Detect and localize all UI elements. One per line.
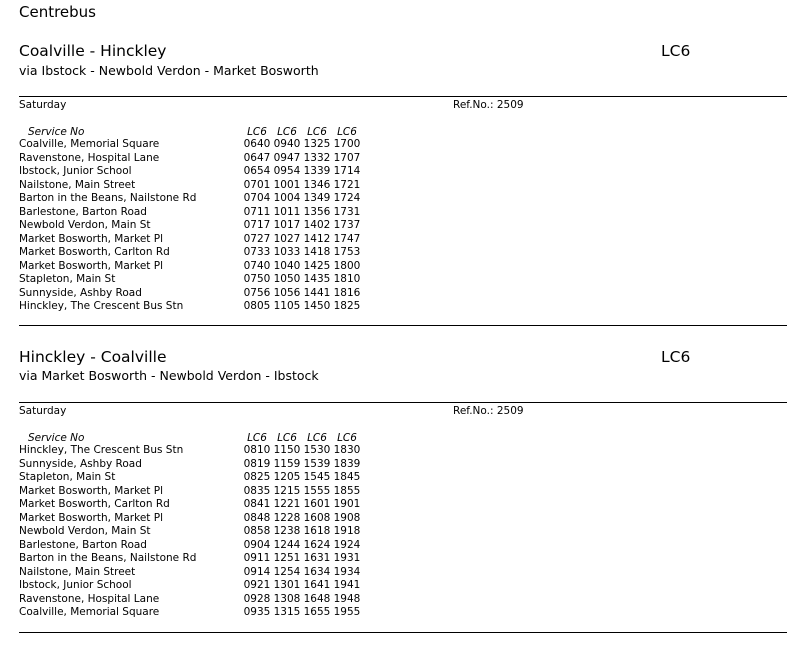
stop-name: Barlestone, Barton Road (19, 205, 147, 218)
service-number-label: Service No (28, 432, 85, 444)
departure-time: 0701 (243, 178, 271, 191)
departure-time: 0841 (243, 498, 271, 510)
stop-name: Stapleton, Main St (19, 471, 116, 483)
operator-name: Centrebus (19, 3, 96, 21)
departure-time: 0717 (243, 219, 271, 231)
stop-name: Barton in the Beans, Nailstone Rd (19, 192, 197, 204)
departure-time: 1655 (303, 606, 331, 618)
departure-time: 1238 (273, 525, 301, 537)
departure-time: 0904 (243, 538, 271, 551)
stop-name: Market Bosworth, Carlton Rd (19, 246, 170, 258)
day-label: Saturday (19, 99, 67, 111)
departure-time: 1228 (273, 511, 301, 524)
departure-time: 0914 (243, 565, 271, 578)
departure-time: 1941 (333, 579, 361, 591)
departure-time: 1934 (333, 565, 361, 578)
departure-time: 1308 (273, 592, 301, 605)
route-code: LC6 (661, 348, 691, 366)
stop-name: Barton in the Beans, Nailstone Rd (19, 552, 197, 564)
departure-time: 1648 (303, 592, 331, 605)
departure-time: 1346 (303, 178, 331, 191)
departure-time: 1251 (273, 552, 301, 564)
service-number-label: Service No (28, 126, 85, 138)
route-via: via Ibstock - Newbold Verdon - Market Bosworth (19, 63, 319, 78)
departure-time: 1539 (303, 457, 331, 470)
departure-time: 1641 (303, 579, 331, 591)
departure-time: 1017 (273, 219, 301, 231)
stop-name: Ravenstone, Hospital Lane (19, 592, 160, 605)
reference-number (453, 405, 524, 417)
departure-time: 1618 (303, 525, 331, 537)
departure-time: 1301 (273, 579, 301, 591)
departure-time: 1349 (303, 192, 331, 204)
departure-time: 0954 (273, 165, 301, 177)
stop-name: Stapleton, Main St (19, 273, 116, 285)
departure-time: 1839 (333, 457, 361, 470)
departure-time: 1315 (273, 606, 301, 618)
departure-time: 1810 (333, 273, 361, 285)
stop-name: Market Bosworth, Market Pl (19, 511, 163, 524)
stop-name: Coalville, Memorial Square (19, 138, 160, 150)
departure-time: 1707 (333, 151, 361, 164)
stop-name: Ibstock, Junior School (19, 579, 132, 591)
service-column-header: LC6 (247, 432, 267, 444)
departure-time: 1254 (273, 565, 301, 578)
ref-label: Ref.No.: (453, 405, 494, 417)
departure-time: 1724 (333, 192, 361, 204)
stop-name: Newbold Verdon, Main St (19, 525, 151, 537)
divider (19, 96, 787, 97)
departure-time: 1753 (333, 246, 361, 258)
departure-time: 1901 (333, 498, 361, 510)
departure-time: 1800 (333, 259, 361, 272)
departure-time: 1050 (273, 273, 301, 285)
departure-time: 1004 (273, 192, 301, 204)
departure-time: 1150 (273, 444, 301, 456)
divider (19, 402, 787, 403)
reference-number (453, 99, 524, 111)
ref-value: 2509 (496, 405, 524, 417)
departure-time: 1825 (333, 300, 361, 312)
route-via: via Market Bosworth - Newbold Verdon - Ibstock (19, 368, 319, 383)
departure-time: 1924 (333, 538, 361, 551)
ref-label: Ref.No.: (453, 99, 494, 111)
departure-time: 1948 (333, 592, 361, 605)
stop-name: Market Bosworth, Market Pl (19, 259, 163, 272)
departure-time: 1441 (303, 286, 331, 299)
departure-time: 1601 (303, 498, 331, 510)
departure-time: 1435 (303, 273, 331, 285)
departure-time: 1001 (273, 178, 301, 191)
departure-time: 1332 (303, 151, 331, 164)
day-label: Saturday (19, 405, 67, 417)
departure-time: 1205 (273, 471, 301, 483)
departure-time: 1714 (333, 165, 361, 177)
departure-time: 1027 (273, 232, 301, 245)
stop-name: Hinckley, The Crescent Bus Stn (19, 444, 184, 456)
stop-name: Newbold Verdon, Main St (19, 219, 151, 231)
divider (19, 632, 787, 633)
departure-time: 1700 (333, 138, 361, 150)
departure-time: 0835 (243, 484, 271, 497)
service-column-header: LC6 (247, 126, 267, 138)
departure-time: 0647 (243, 151, 271, 164)
departure-time: 1221 (273, 498, 301, 510)
departure-time: 0750 (243, 273, 271, 285)
departure-time: 1631 (303, 552, 331, 564)
departure-time: 1608 (303, 511, 331, 524)
departure-time: 0940 (273, 138, 301, 150)
departure-time: 1244 (273, 538, 301, 551)
departure-time: 1731 (333, 205, 361, 218)
departure-time: 1412 (303, 232, 331, 245)
departure-time: 1033 (273, 246, 301, 258)
stop-name: Sunnyside, Ashby Road (19, 286, 142, 299)
departure-time: 0640 (243, 138, 271, 150)
route-title: Hinckley - Coalville (19, 348, 167, 366)
departure-time: 0928 (243, 592, 271, 605)
departure-time: 1721 (333, 178, 361, 191)
departure-time: 1402 (303, 219, 331, 231)
departure-time: 1555 (303, 484, 331, 497)
departure-time: 1816 (333, 286, 361, 299)
stop-name: Barlestone, Barton Road (19, 538, 147, 551)
departure-time: 1418 (303, 246, 331, 258)
departure-time: 0704 (243, 192, 271, 204)
departure-time: 0858 (243, 525, 271, 537)
departure-time: 0654 (243, 165, 271, 177)
stop-name: Nailstone, Main Street (19, 178, 136, 191)
departure-time: 1955 (333, 606, 361, 618)
departure-time: 1545 (303, 471, 331, 483)
departure-time: 1011 (273, 205, 301, 218)
departure-time: 0727 (243, 232, 271, 245)
departure-time: 1931 (333, 552, 361, 564)
divider (19, 325, 787, 326)
departure-time: 1040 (273, 259, 301, 272)
departure-time: 0805 (243, 300, 271, 312)
departure-time: 0711 (243, 205, 271, 218)
departure-time: 0825 (243, 471, 271, 483)
departure-time: 0733 (243, 246, 271, 258)
stop-name: Market Bosworth, Carlton Rd (19, 498, 170, 510)
service-column-header: LC6 (337, 126, 357, 138)
departure-time: 1215 (273, 484, 301, 497)
stop-name: Nailstone, Main Street (19, 565, 136, 578)
departure-time: 1845 (333, 471, 361, 483)
departure-time: 0819 (243, 457, 271, 470)
departure-time: 1325 (303, 138, 331, 150)
stop-name: Ibstock, Junior School (19, 165, 132, 177)
departure-time: 1747 (333, 232, 361, 245)
service-column-header: LC6 (277, 432, 297, 444)
stop-name: Sunnyside, Ashby Road (19, 457, 142, 470)
departure-time: 1624 (303, 538, 331, 551)
service-column-header: LC6 (337, 432, 357, 444)
route-code: LC6 (661, 42, 691, 60)
ref-value: 2509 (496, 99, 524, 111)
departure-time: 1056 (273, 286, 301, 299)
departure-time: 0848 (243, 511, 271, 524)
departure-time: 0935 (243, 606, 271, 618)
departure-time: 1159 (273, 457, 301, 470)
departure-time: 1530 (303, 444, 331, 456)
departure-time: 1339 (303, 165, 331, 177)
departure-time: 1634 (303, 565, 331, 578)
stop-name: Coalville, Memorial Square (19, 606, 160, 618)
departure-time: 0756 (243, 286, 271, 299)
stop-name: Ravenstone, Hospital Lane (19, 151, 160, 164)
departure-time: 1855 (333, 484, 361, 497)
stop-name: Market Bosworth, Market Pl (19, 484, 163, 497)
route-title: Coalville - Hinckley (19, 42, 167, 60)
departure-time: 0810 (243, 444, 271, 456)
departure-time: 0740 (243, 259, 271, 272)
stop-name: Hinckley, The Crescent Bus Stn (19, 300, 184, 312)
service-column-header: LC6 (307, 126, 327, 138)
service-column-header: LC6 (307, 432, 327, 444)
departure-time: 1450 (303, 300, 331, 312)
departure-time: 0947 (273, 151, 301, 164)
departure-time: 1356 (303, 205, 331, 218)
departure-time: 0911 (243, 552, 271, 564)
service-column-header: LC6 (277, 126, 297, 138)
departure-time: 1737 (333, 219, 361, 231)
departure-time: 0921 (243, 579, 271, 591)
departure-time: 1908 (333, 511, 361, 524)
departure-time: 1830 (333, 444, 361, 456)
departure-time: 1105 (273, 300, 301, 312)
departure-time: 1425 (303, 259, 331, 272)
departure-time: 1918 (333, 525, 361, 537)
stop-name: Market Bosworth, Market Pl (19, 232, 163, 245)
